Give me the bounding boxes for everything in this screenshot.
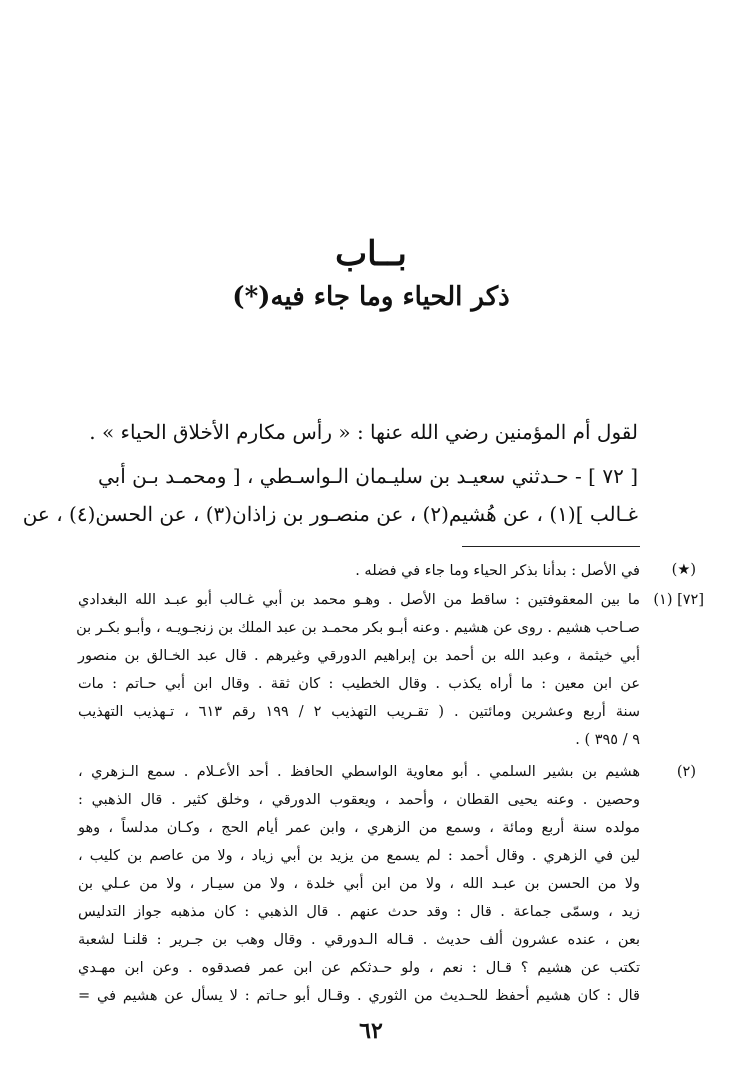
footnote-divider [462,546,640,547]
footnote-line: وحصين . وعنه يحيى القطان ، وأحمد ، ويعقوب الدورقي ، وخلق كثير . قال الذهبي : [78,792,640,808]
footnote-line: هشيم بن بشير السلمي . أبو معاوية الواسطي الحافظ . أحد الأعـلام . سمع الـزهري ، [78,764,640,780]
footnote-marker: (٢) [676,764,696,780]
footnote-line: سنة أربع وعشرين ومائتين . ( تقـريب التهذيب ٢ / ١٩٩ رقم ٦١٣ ، تـهذيب التهذيب [78,704,640,720]
chapter-subtitle: ذكر الحياء وما جاء فيه(*) [232,282,510,312]
footnote-line: أبي خيثمة ، وعبد الله بن أحمد بن إبراهيم الدورقي وغيرهم . قال عبد الخـالق بن منصور [78,648,640,664]
footnote-line: زيد ، وسمّى جماعة . قال : وقد حدث عنهم . قال الذهبي : كان مذهبه جواز التدليس [78,904,640,920]
footnote-line: صـاحب هشيم . روى عن هشيم . وعنه أبـو بكر محمـد بن عبد الملك بن زنجـويـه ، وأبـو بكـر بن [76,620,640,636]
footnote-marker: [٧٢] (١) [653,592,704,608]
footnote-line: ولا من الحسن بن عبـد الله ، ولا من ابن أبي خلدة ، ولا من سيـار ، ولا من عـلي بن [78,876,640,892]
main-text-line: لقول أم المؤمنين رضي الله عنها : « رأس مكارم الأخلاق الحياء » . [89,420,638,444]
main-text-line: [ ٧٢ ] - حـدثني سعيـد بن سليـمان الـواسـطي ، [ ومحمـد بـن أبي [98,464,638,488]
footnote-line: ٩ / ٣٩٥ ) . [575,732,640,748]
footnote-line: ما بين المعقوفتين : ساقط من الأصل . وهـو محمد بن أبي غـالب أبو عبـد الله البغدادي [78,592,640,608]
footnote-line: تكتب عن هشيم ؟ قـال : نعم ، ولو حـدثكم عن ابن عمر فصدقوه . وعن ابن مهـدي [78,960,640,976]
footnote-line: عن ابن معين : ما أراه يكذب . وقال الخطيب : كان ثقة . وقال ابن أبي حـاتم : مات [78,676,640,692]
page-number: ٦٢ [359,1018,383,1044]
footnote-line: في الأصل : بدأنا بذكر الحياء وما جاء في فضله . [355,563,640,579]
chapter-title: بــاب [335,234,407,274]
footnote-line: بعن ، عنده عشرون ألف حديث . قـاله الـدورقي . وقال وهب بن جـرير : قلنـا لشعبة [78,932,640,948]
footnote-line: مولده سنة أربع ومائة ، وسمع من الزهري ، وابن عمر أيام الحج ، وكـان مدلساً ، وهو [78,820,640,836]
footnote-line: قال : كان هشيم أحفظ للحـديث من الثوري . وقـال أبو حـاتم : لا يسأل عن هشيم في = [78,988,640,1004]
footnote-marker: (★) [671,562,696,578]
footnote-line: لين في الزهري . وقال أحمد : لم يسمع من يزيد بن أبي زياد ، ولا من عاصم بن كليب ، [78,848,640,864]
main-text-line: غـالب ](١) ، عن هُشيم(٢) ، عن منصـور بن زاذان(٣) ، عن الحسن(٤) ، عن [22,502,638,526]
